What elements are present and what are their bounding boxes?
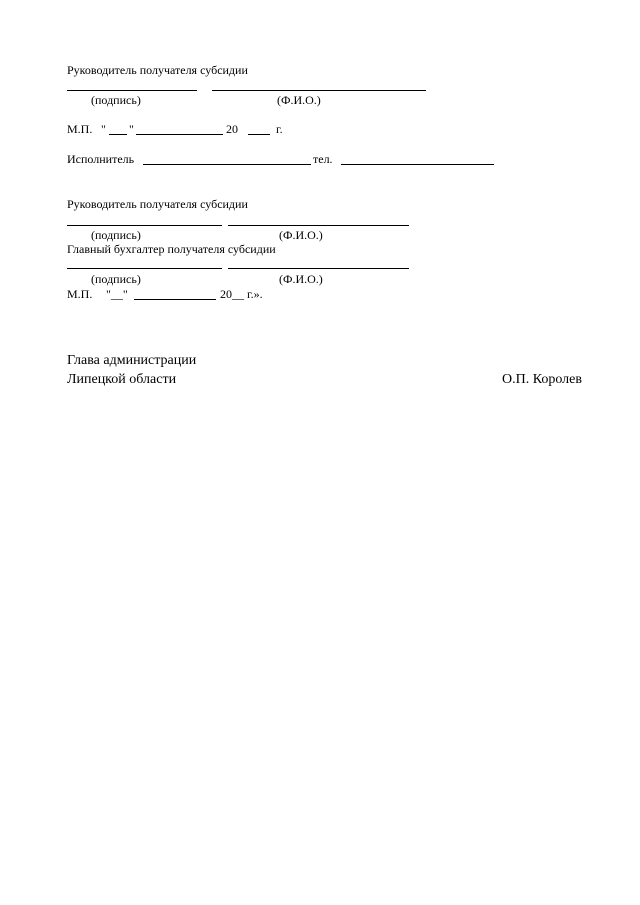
block2-heading: Руководитель получателя субсидии <box>67 197 248 211</box>
block1-phone-line <box>341 164 494 165</box>
block2-accountant-heading: Главный бухгалтер получателя субсидии <box>67 242 276 256</box>
block2-name-line <box>228 225 409 226</box>
block2-name-caption: (Ф.И.О.) <box>279 228 323 242</box>
footer-signatory: О.П. Королев <box>502 372 582 387</box>
block2-accountant-signature-line <box>67 268 222 269</box>
block1-signature-line <box>67 90 197 91</box>
block1-phone-label: тел. <box>313 152 333 166</box>
footer-position-line2: Липецкой области <box>67 372 177 387</box>
footer-position-line1: Глава администрации <box>67 353 197 368</box>
block1-year-line <box>248 134 270 135</box>
block2-date-year: 20__ г.». <box>220 287 263 301</box>
block2-signature-line <box>67 225 222 226</box>
block2-month-line <box>134 299 216 300</box>
block1-month-line <box>136 134 223 135</box>
block2-signature-caption: (подпись) <box>91 228 141 242</box>
block1-year-prefix: 20 <box>226 122 238 136</box>
block1-name-line <box>212 90 426 91</box>
block2-accountant-signature-caption: (подпись) <box>91 272 141 286</box>
block1-day-line <box>109 134 127 135</box>
block1-year-suffix: г. <box>276 122 283 136</box>
block1-stamp-label: М.П. <box>67 122 93 136</box>
block2-accountant-name-caption: (Ф.И.О.) <box>279 272 323 286</box>
block1-heading: Руководитель получателя субсидии <box>67 63 248 77</box>
block2-accountant-name-line <box>228 268 409 269</box>
block1-executor-line <box>143 164 311 165</box>
block2-stamp-label: М.П. <box>67 287 93 301</box>
block2-date-day: "__" <box>106 287 128 301</box>
block1-date-open-quote: " <box>101 122 106 136</box>
block1-signature-caption: (подпись) <box>91 93 141 107</box>
block1-executor-label: Исполнитель <box>67 152 135 166</box>
block1-name-caption: (Ф.И.О.) <box>277 93 321 107</box>
block1-date-close-quote: " <box>129 122 134 136</box>
